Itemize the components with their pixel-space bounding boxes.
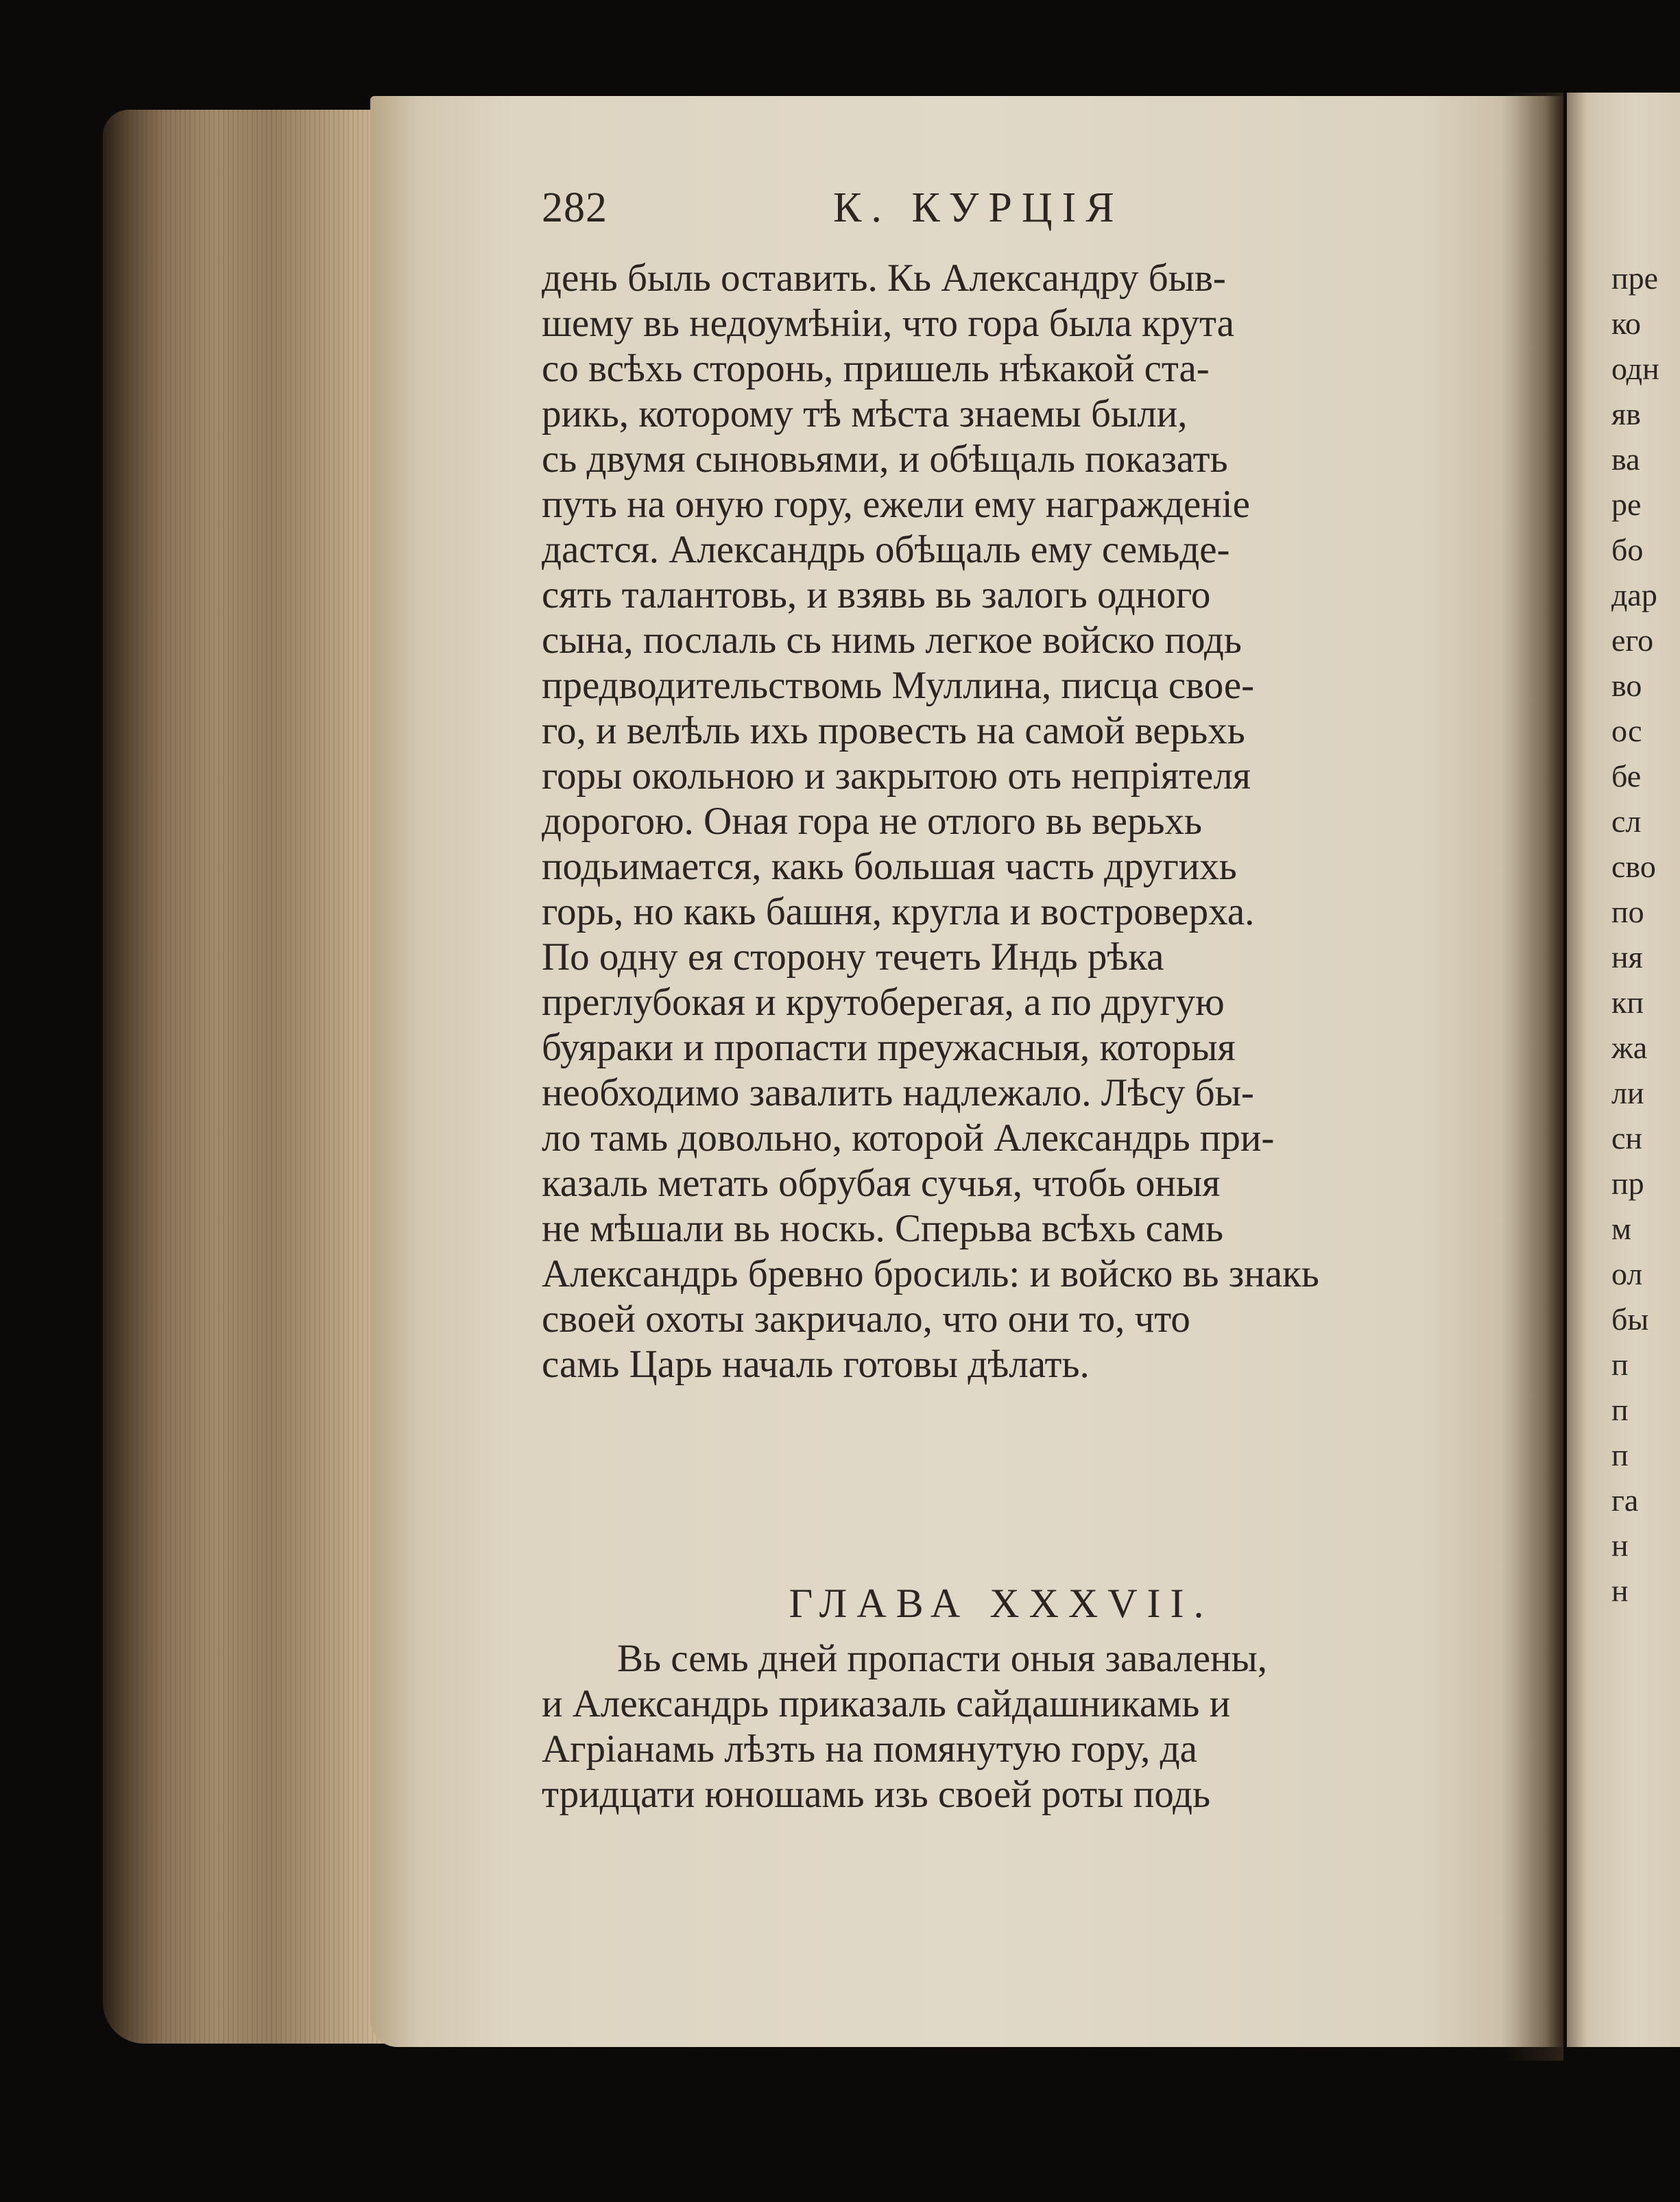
text-line: день быль оставить. Кь Александру быв- <box>542 256 1226 300</box>
facing-line: га <box>1611 1483 1639 1518</box>
text-line: сять талантовь, и взявь вь залогь одного <box>542 573 1211 617</box>
facing-line: бо <box>1611 532 1644 567</box>
text-line: дорогою. Оная гора не отлого вь верьхь <box>542 800 1202 843</box>
text-line: рикь, которому тѣ мѣста знаемы были, <box>542 392 1188 435</box>
facing-line: пре <box>1611 261 1659 296</box>
text-line: и Александрь приказаль сайдашникамь и <box>542 1682 1231 1725</box>
text-line: преглубокая и крутоберегая, а по другую <box>542 981 1225 1024</box>
text-line: шему вь недоумѣнiи, что гора была крута <box>542 302 1234 345</box>
facing-line: ко <box>1611 306 1642 341</box>
facing-line: ре <box>1611 487 1642 522</box>
facing-line: пр <box>1611 1166 1644 1201</box>
text-line: со всѣхь сторонь, пришель нѣкакой ста- <box>542 347 1210 390</box>
text-line: ло тамь довольно, которой Александрь при- <box>542 1116 1275 1160</box>
facing-line: сл <box>1611 804 1642 839</box>
facing-line: во <box>1611 668 1642 703</box>
body-text <box>542 256 1461 1387</box>
text-line: самь Царь началь готовы дѣлать. <box>542 1343 1090 1386</box>
facing-line: сво <box>1611 849 1656 884</box>
facing-line: п <box>1611 1347 1629 1382</box>
facing-line: яв <box>1611 396 1641 431</box>
text-line: необходимо завалить надлежало. Лѣсу бы- <box>542 1071 1254 1114</box>
facing-line: бы <box>1611 1302 1649 1337</box>
facing-line: ня <box>1611 940 1643 974</box>
chapter-text <box>542 1636 1461 1817</box>
text-line: го, и велѣль ихь провесть на самой верьхь <box>542 709 1245 752</box>
facing-line: ли <box>1611 1075 1644 1110</box>
facing-line: дар <box>1611 577 1657 612</box>
facing-line: бе <box>1611 758 1642 793</box>
facing-line: сн <box>1611 1121 1643 1156</box>
page-header <box>542 184 1461 246</box>
text-line: подьимается, какь большая часть другихь <box>542 845 1237 888</box>
text-line: дастся. Александрь обѣщаль ему семьде- <box>542 528 1230 571</box>
text-line: буяраки и пропасти преужасныя, которыя <box>542 1026 1236 1069</box>
page-number: 282 <box>542 184 608 231</box>
chapter-heading: ГЛАВА XXXVII. <box>789 1581 1214 1626</box>
facing-line: ол <box>1611 1256 1643 1291</box>
text-line: сь двумя сыновьями, и обѣщаль показать <box>542 438 1228 481</box>
facing-line: его <box>1611 623 1654 658</box>
facing-line: ва <box>1611 442 1640 477</box>
facing-line: кп <box>1611 985 1644 1020</box>
text-line: Александрь бревно бросиль: и войско вь знакь <box>542 1252 1319 1295</box>
book-gutter <box>1502 93 1563 2061</box>
text-line: горы окольною и закрытою оть непрiятеля <box>542 754 1251 798</box>
facing-line: п <box>1611 1437 1629 1472</box>
text-line: Вь семь дней пропасти оныя завалены, <box>617 1637 1268 1680</box>
text-line: своей охоты закричало, что они то, что <box>542 1297 1190 1341</box>
text-line: путь на оную гору, ежели ему награжденiе <box>542 483 1250 526</box>
facing-line: ос <box>1611 713 1642 748</box>
fore-edge-texture <box>103 110 384 2044</box>
text-line: Агрiанамь лѣзть на помянутую гору, да <box>542 1727 1197 1771</box>
text-line: тридцати юношамь изь своей роты подь <box>542 1773 1211 1816</box>
facing-line: м <box>1611 1211 1632 1246</box>
text-line: По одну ея сторону течеть Индь рѣка <box>542 935 1164 979</box>
running-head: К. КУРЦIЯ <box>833 184 1124 231</box>
text-line: сына, послаль сь нимь легкое войско подь <box>542 619 1242 662</box>
facing-line: жа <box>1611 1030 1648 1065</box>
text-line: горь, но какь башня, кругла и востроверха. <box>542 890 1255 933</box>
facing-line: п <box>1611 1392 1629 1427</box>
text-line: не мѣшали вь носкь. Сперьва всѣхь самь <box>542 1207 1223 1250</box>
facing-line: по <box>1611 894 1644 929</box>
facing-line: одн <box>1611 351 1659 386</box>
text-line: предводительствомь Муллина, писца свое- <box>542 664 1255 707</box>
facing-page-text <box>1611 256 1680 1614</box>
facing-line: н <box>1611 1528 1629 1563</box>
facing-line: н <box>1611 1573 1629 1608</box>
text-line: казаль метать обрубая сучья, чтобь оныя <box>542 1162 1221 1205</box>
